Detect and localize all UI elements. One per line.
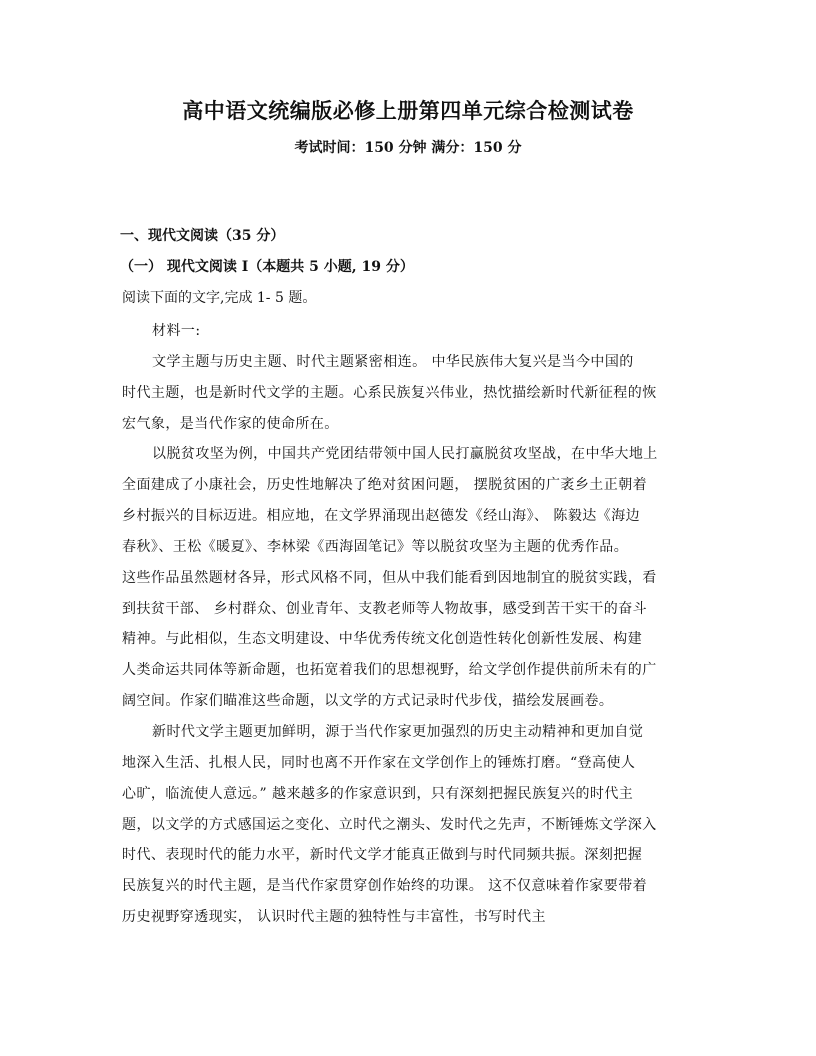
document-title: 高中语文统编版必修上册第四单元综合检测试卷 — [182, 98, 634, 123]
passage-line: 文学主题与历史主题、时代主题紧密相连。 中华民族伟大复兴是当今中国的 — [152, 353, 634, 370]
passage-line: 到扶贫干部、 乡村群众、创业青年、支教老师等人物故事，感受到苦干实干的奋斗 — [122, 600, 648, 617]
passage-line: 全面建成了小康社会，历史性地解决了绝对贫困问题， 摆脱贫困的广袤乡土正朝着 — [122, 477, 648, 494]
passage-line: 人类命运共同体等新命题，也拓宽着我们的思想视野，给文学创作提供前所未有的广 — [122, 662, 657, 679]
passage-line: 乡村振兴的目标迈进。相应地，在文学界涌现出赵德发《经山海》、 陈毅达《海边 — [122, 508, 641, 525]
section-heading: 一、现代文阅读（35 分） — [120, 228, 285, 244]
passage-line: 材料一: — [152, 323, 201, 339]
passage-line: 题，以文学的方式感国运之变化、立时代之潮头、发时代之先声，不断锤炼文学深入 — [122, 816, 657, 833]
passage-line: 以脱贫攻坚为例，中国共产党团结带领中国人民打赢脱贫攻坚战，在中华大地上 — [152, 446, 658, 463]
passage-line: 时代主题，也是新时代文学的主题。心系民族复兴伟业，热忱描绘新时代新征程的恢 — [122, 384, 657, 401]
passage-line: 宏气象，是当代作家的使命所在。 — [122, 415, 339, 432]
passage-line: 心旷，临流使人意远。” 越来越多的作家意识到，只有深刻把握民族复兴的时代主 — [122, 785, 634, 802]
passage-line: 时代、表现时代的能力水平，新时代文学才能真正做到与时代同频共振。深刻把握 — [122, 847, 643, 864]
passage-line: 这些作品虽然题材各异，形式风格不同，但从中我们能看到因地制宜的脱贫实践，看 — [122, 569, 657, 586]
passage-line: 历史视野穿透现实， 认识时代主题的独特性与丰富性，书写时代主 — [122, 909, 546, 926]
passage-line: 精神。与此相似，生态文明建设、中华优秀传统文化创造性转化创新性发展、构建 — [122, 631, 643, 648]
subsection-heading: （一） 现代文阅读 I（本题共 5 小题, 19 分） — [120, 259, 414, 275]
reading-passage — [122, 316, 697, 933]
exam-info: 考试时间：150 分钟 满分：150 分 — [294, 140, 522, 156]
passage-line: 地深入生活、扎根人民，同时也离不开作家在文学创作上的锤炼打磨。“登高使人 — [122, 754, 636, 771]
passage-line: 春秋》、王松《暖夏》、李林梁《西海固笔记》等以脱贫攻坚为主题的优秀作品。 — [122, 538, 629, 555]
passage-line: 新时代文学主题更加鲜明，源于当代作家更加强烈的历史主动精神和更加自觉 — [152, 723, 644, 740]
passage-line: 民族复兴的时代主题，是当代作家贯穿创作始终的功课。 这不仅意味着作家要带着 — [122, 878, 648, 895]
passage-line: 阔空间。作家们瞄准这些命题，以文学的方式记录时代步伐，描绘发展画卷。 — [122, 693, 614, 710]
reading-instruction: 阅读下面的文字,完成 1- 5 题。 — [122, 290, 317, 306]
